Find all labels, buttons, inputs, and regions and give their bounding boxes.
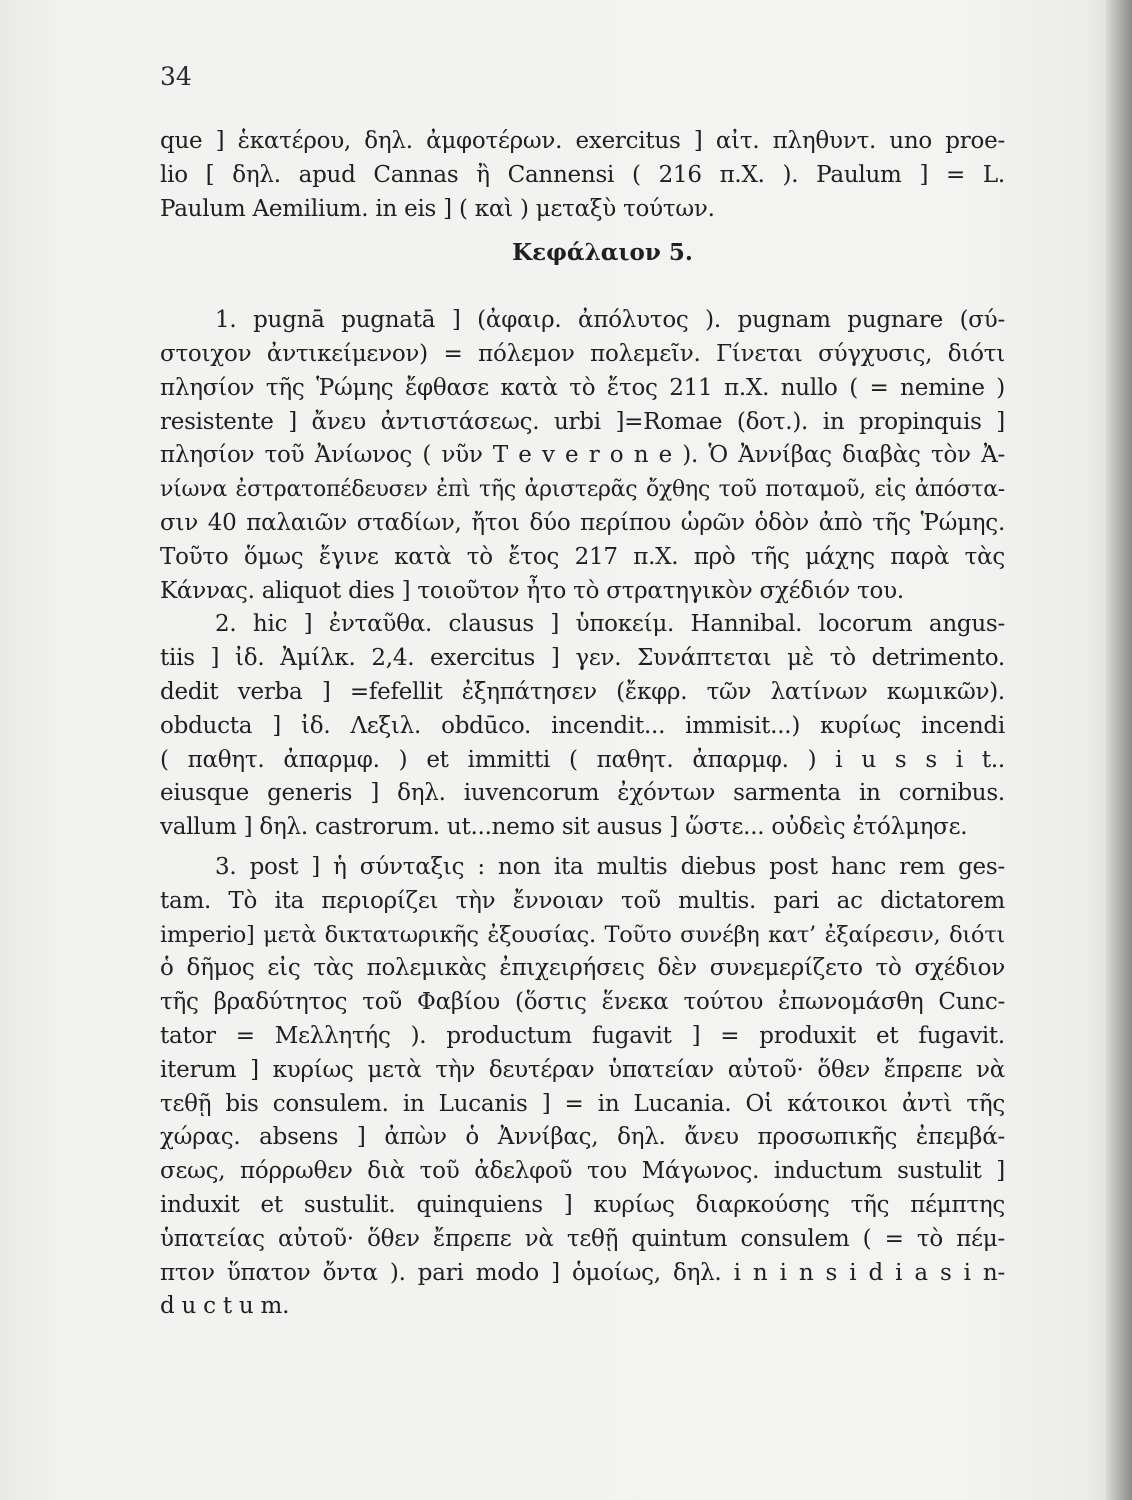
- text-line: ὁ δῆμος εἰς τὰς πολεμικὰς ἐπιχειρήσεις δὲν συνεμερίζετο τὸ σχέδιον: [160, 955, 1005, 982]
- text-line: vallum ] δηλ. castrorum. ut...nemo sit ausus ] ὥστε... οὐδεὶς ἐτόλμησε.: [160, 814, 968, 841]
- text-line: σιν 40 παλαιῶν σταδίων, ἤτοι δύο περίπου ὡρῶν ὁδὸν ἀπὸ τῆς Ῥώμης.: [160, 509, 1005, 536]
- text-line: que ] ἑκατέρου, δηλ. ἀμφοτέρων. exercitus ] αἰτ. πληθυντ. uno proe-: [160, 128, 1005, 154]
- text-line: eiusque generis ] δηλ. iuvencorum ἐχόντων sarmenta in cornibus.: [160, 780, 1005, 807]
- text-line: σεως, πόρρωθεν διὰ τοῦ ἀδελφοῦ του Μάγωνος. inductum sustulit ]: [160, 1158, 1005, 1185]
- text-line: πλησίον τῆς Ῥώμης ἔφθασε κατὰ τὸ ἔτος 211 π.Χ. nullo ( = nemine ): [160, 374, 1005, 401]
- text-line: πτον ὕπατον ὄντα ). pari modo ] ὁμοίως, δηλ. i n i n s i d i a s i n-: [160, 1259, 1005, 1286]
- text-line: lio [ δηλ. apud Cannas ἢ Cannensi ( 216 π.Χ. ). Paulum ] = L.: [160, 161, 1005, 188]
- text-line: induxit et sustulit. quinquiens ] κυρίως διαρκούσης τῆς πέμπτης: [160, 1191, 1005, 1218]
- text-line: 1. pugnā pugnatā ] (ἀφαιρ. ἀπόλυτος ). pugnam pugnare (σύ-: [215, 307, 1005, 334]
- text-line: resistente ] ἄνευ ἀντιστάσεως. urbi ]=Romae (δοτ.). in propinquis ]: [160, 408, 1005, 435]
- text-line: tator = Μελλητής ). productum fugavit ] = produxit et fugavit.: [160, 1022, 1005, 1049]
- text-line: νίωνα ἐστρατοπέδευσεν ἐπὶ τῆς ἀριστερᾶς ὄχθης τοῦ ποταμοῦ, εἰς ἀπόστα-: [160, 477, 1005, 503]
- text-line: χώρας. absens ] ἀπὼν ὁ Ἀννίβας, δηλ. ἄνευ προσωπικῆς ἐπεμβά-: [160, 1124, 1005, 1151]
- text-line: στοιχον ἀντικείμενον) = πόλεμον πολεμεῖν. Γίνεται σύγχυσις, διότι: [160, 340, 1005, 367]
- text-line: iterum ] κυρίως μετὰ τὴν δευτέραν ὑπατείαν αὐτοῦ· ὅθεν ἔπρεπε νὰ: [160, 1056, 1005, 1083]
- text-line: dedit verba ] =fefellit ἐξηπάτησεν (ἔκφρ. τῶν λατίνων κωμικῶν).: [160, 678, 1005, 705]
- text-line: obducta ] ἰδ. Λεξιλ. obdūco. incendit... immisit...) κυρίως incendi: [160, 712, 1005, 739]
- text-line: ὑπατείας αὐτοῦ· ὅθεν ἔπρεπε νὰ τεθῇ quintum consulem ( = τὸ πέμ-: [160, 1225, 1005, 1252]
- text-line: τῆς βραδύτητος τοῦ Φαβίου (ὅστις ἕνεκα τούτου ἐπωνομάσθη Cunc-: [160, 989, 1005, 1016]
- text-line: 2. hic ] ἐνταῦθα. clausus ] ὑποκείμ. Hannibal. locorum angus-: [215, 611, 1005, 638]
- text-line: πλησίον τοῦ Ἀνίωνος ( νῦν T e v e r o n e ). Ὁ Ἀννίβας διαβὰς τὸν Ἀ-: [160, 442, 1005, 469]
- text-line: tiis ] ἰδ. Ἀμίλκ. 2,4. exercitus ] γεν. Συνάπτεται μὲ τὸ detrimento.: [160, 645, 1005, 672]
- text-line: Paulum Aemilium. in eis ] ( καὶ ) μεταξὺ τούτων.: [160, 195, 715, 222]
- text-line: τεθῇ bis consulem. in Lucanis ] = in Lucania. Οἱ κάτοικοι ἀντὶ τῆς: [160, 1090, 1005, 1117]
- chapter-heading: Κεφάλαιον 5.: [512, 239, 693, 267]
- text-line: ( παθητ. ἀπαρμφ. ) et immitti ( παθητ. ἀπαρμφ. ) i u s s i t..: [160, 746, 1005, 773]
- page-edge-shadow: [1106, 0, 1132, 1500]
- text-line: Κάννας. aliquot dies ] τοιοῦτον ἦτο τὸ στρατηγικὸν σχέδιόν του.: [160, 577, 904, 604]
- page-number: 34: [160, 62, 192, 91]
- text-line: d u c t u m.: [160, 1293, 290, 1320]
- text-line: Τοῦτο ὅμως ἔγινε κατὰ τὸ ἔτος 217 π.Χ. πρὸ τῆς μάχης παρὰ τὰς: [160, 543, 1005, 570]
- text-line: tam. Τὸ ita περιορίζει τὴν ἔννοιαν τοῦ multis. pari ac dictatorem: [160, 887, 1005, 914]
- text-line: 3. post ] ἡ σύνταξις : non ita multis diebus post hanc rem ges-: [215, 853, 1005, 880]
- commentary-text: [160, 125, 1005, 1324]
- text-line: imperio] μετὰ δικτατωρικῆς ἐξουσίας. Τοῦτο συνέβη κατ’ ἐξαίρεσιν, διότι: [160, 921, 1005, 948]
